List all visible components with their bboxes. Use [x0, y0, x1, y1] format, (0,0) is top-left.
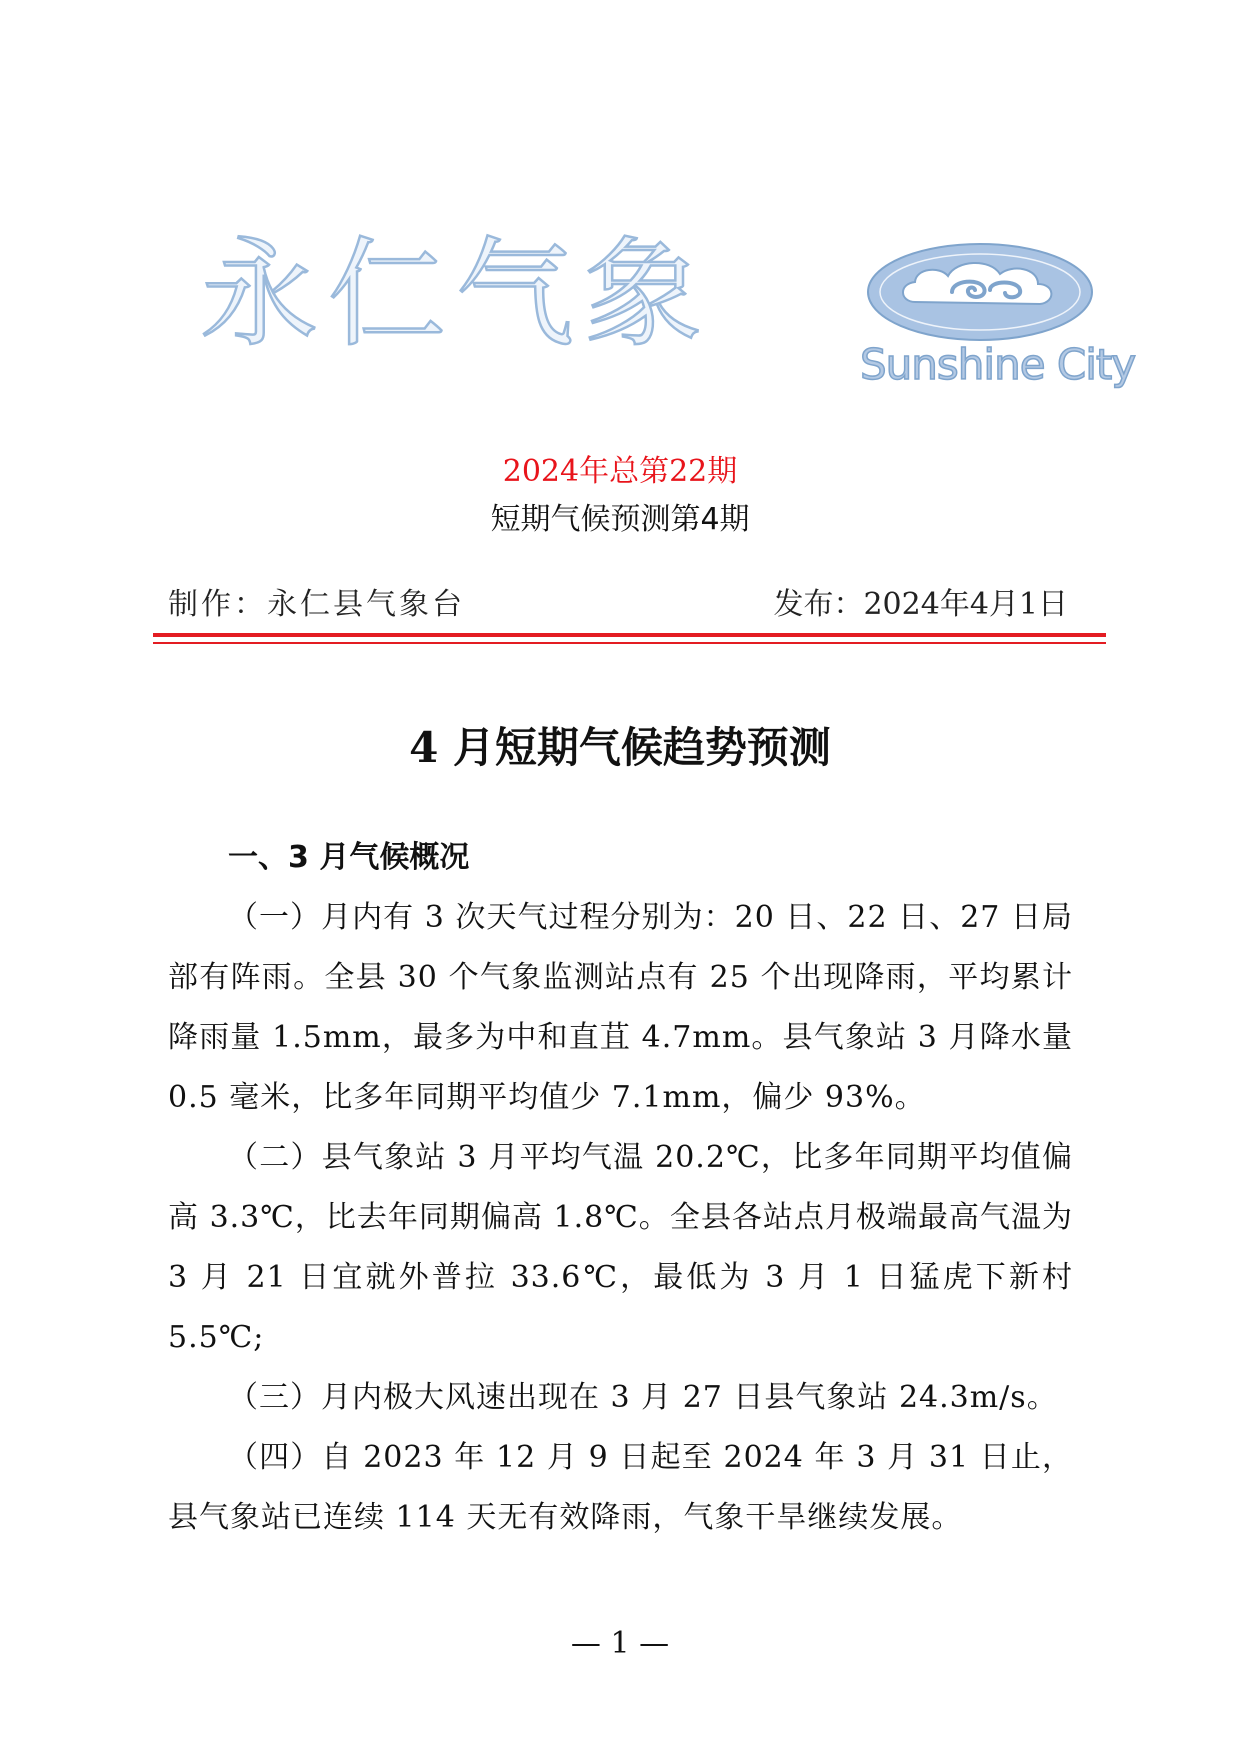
- issue-total-number: 2024年总第22期: [502, 454, 738, 489]
- issue-series-number: 短期气候预测第4期: [490, 502, 750, 537]
- paragraph-4: （四）自 2023 年 12 月 9 日起至 2024 年 3 月 31 日止，县气象站已连续 114 天无有效降雨，气象干旱继续发展。: [168, 1440, 1073, 1535]
- paragraph-3: （三）月内极大风速出现在 3 月 27 日县气象站 24.3m/s。: [228, 1380, 1058, 1415]
- masthead-title: 永仁气象: [200, 225, 713, 363]
- masthead: [200, 225, 713, 363]
- section-heading: 一、3 月气候概况: [228, 840, 470, 875]
- producer-label: 制作：永仁县气象台: [168, 587, 465, 622]
- logo-text: Sunshine City: [860, 340, 1136, 389]
- header-rule-thick: [153, 633, 1106, 637]
- paragraph-2: （二）县气象站 3 月平均气温 20.2℃，比多年同期平均值偏高 3.3℃，比去年同期偏高 1.8℃。全县各站点月极端最高气温为 3 月 21 日宜就外普拉 33.6℃，最低为 3 月 1 日猛虎下新村 5.5℃;: [168, 1140, 1073, 1355]
- meta-row: [168, 585, 1068, 625]
- page-number: — 1 —: [570, 1626, 670, 1661]
- sunshine-city-logo: [860, 240, 1136, 400]
- paragraph-1: （一）月内有 3 次天气过程分别为：20 日、22 日、27 日局部有阵雨。全县 30 个气象监测站点有 25 个出现降雨，平均累计降雨量 1.5mm，最多为中和直苴 4.7mm。县气象站 3 月降水量 0.5 毫米，比多年同期平均值少 7.1mm，偏少 93%。: [168, 900, 1073, 1115]
- cloud-swirl-icon: [860, 240, 1100, 350]
- document-title: 4 月短期气候趋势预测: [409, 723, 831, 772]
- document-body: [168, 828, 1073, 1548]
- header-rule-thin: [153, 642, 1106, 644]
- release-date: 发布：2024年4月1日: [773, 587, 1068, 622]
